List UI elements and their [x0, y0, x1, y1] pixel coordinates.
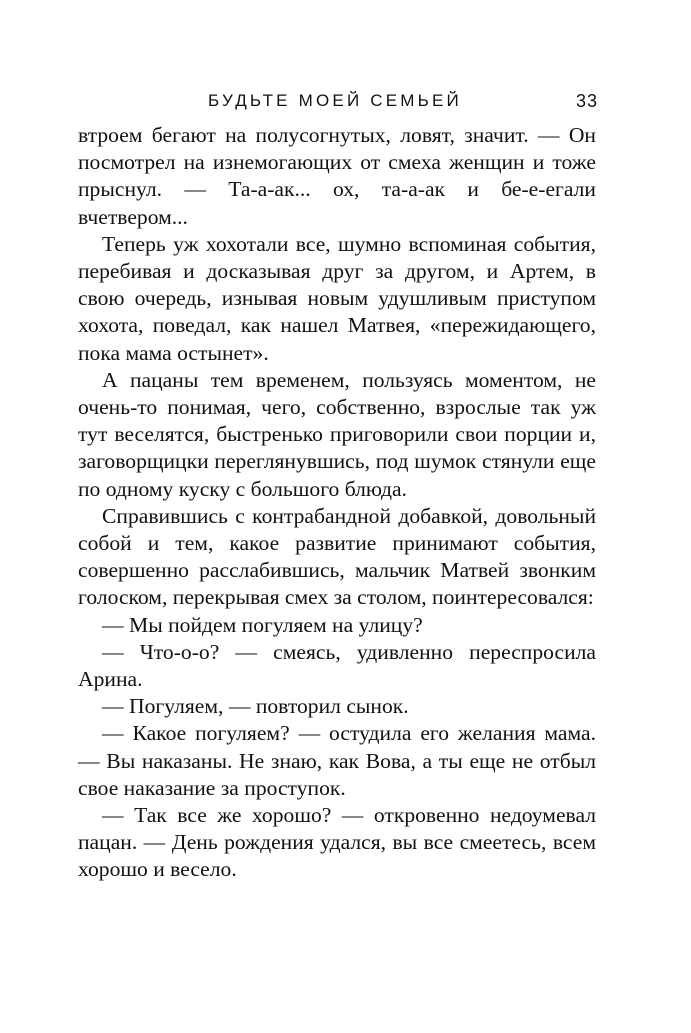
running-title: БУДЬТЕ МОЕЙ СЕМЬЕЙ	[208, 91, 462, 110]
paragraph: А пацаны тем временем, пользуясь моментом, не очень-то понимая, чего, собственно, взрослые так уж тут веселятся, быстренько приговорили свои порции и, заговорщицки переглянувшись, под шумок стянули еще по одному куску с большого блюда.	[78, 367, 596, 501]
paragraph: втроем бегают на полусогнутых, ловят, значит. — Он посмотрел на изнемогающих от смеха женщин и тоже прыснул. — Та-а-ак... ох, та-а-ак и бе-е-егали вчетвером...	[78, 123, 596, 229]
paragraph: — Погуляем, — повторил сынок.	[102, 694, 409, 719]
paragraph: — Что-о-о? — смеясь, удивленно переспросила Арина.	[78, 639, 596, 692]
text-body	[78, 122, 596, 884]
paragraph: Справившись с контрабандной добавкой, довольный собой и тем, какое развитие принимают события, совершенно расслабившись, мальчик Матвей звонким голоском, перекрывая смех за столом, поинтересовался:	[78, 503, 596, 610]
paragraph: — Так все же хорошо? — откровенно недоумевал пацан. — День рождения удался, вы все смеетесь, всем хорошо и весело.	[78, 803, 596, 882]
page-number: 33	[575, 91, 598, 111]
paragraph: — Мы пойдем погуляем на улицу?	[102, 612, 423, 637]
paragraph: Теперь уж хохотали все, шумно вспоминая события, перебивая и досказывая друг за другом, и Артем, в свою очередь, изнывая новым удушливым приступом хохота, поведал, как нашел Матвея, «пережидающего, пока мама остынет».	[78, 231, 596, 365]
page-header	[78, 86, 598, 116]
paragraph: — Какое погуляем? — остудила его желания мама. — Вы наказаны. Не знаю, как Вова, а ты еще не отбыл свое наказание за проступок.	[78, 721, 596, 800]
